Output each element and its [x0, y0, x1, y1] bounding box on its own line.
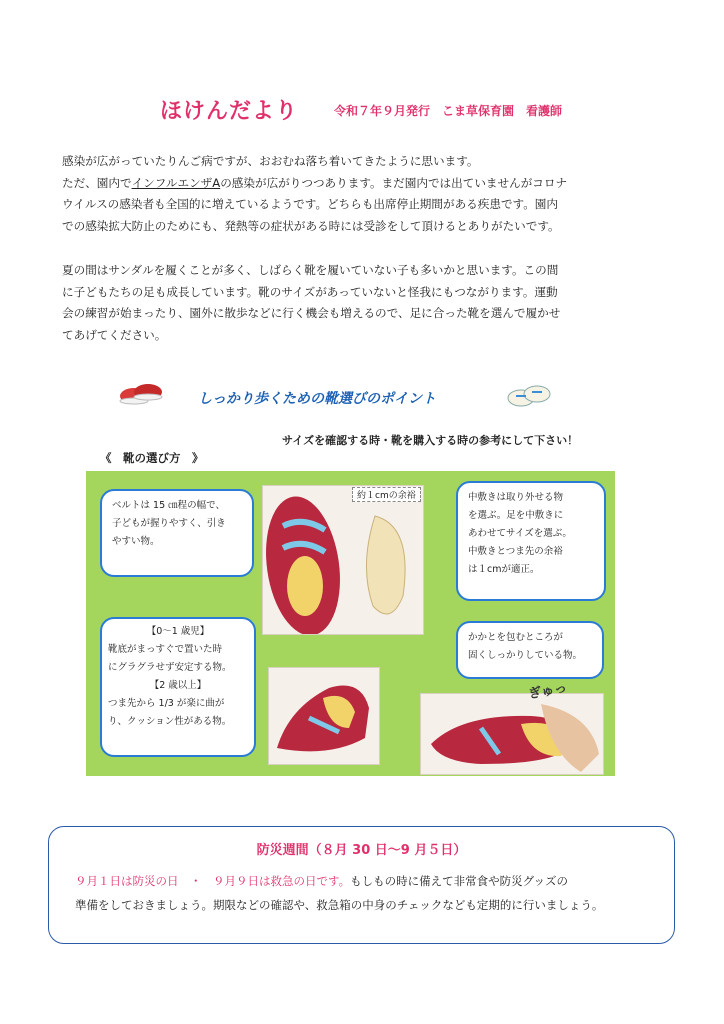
bubble-heel — [456, 621, 604, 679]
bubble-age-line: にグラグラせず安定する物。 — [108, 662, 232, 673]
bubble-age — [100, 617, 256, 757]
summer-line-2: に子どもたちの足も成長しています。靴のサイズがあっていないと怪我にもつながります。運動 — [62, 284, 558, 299]
intro-line-4: での感染拡大防止のためにも、発熱等の症状がある時には受診をして頂けるとありがたいです。 — [62, 218, 560, 233]
bubble-belt-line: 子どもが握りやすく、引き — [112, 518, 226, 529]
shoes-selection-label: 《 靴の選び方 》 — [100, 451, 204, 465]
intro-line-2-pre: ただ、園内で — [62, 175, 132, 190]
bubble-age-line: 靴底がまっすぐで置いた時 — [108, 644, 223, 655]
shoe-photo-bend — [268, 667, 380, 765]
gyu-sound-label: ぎゅっ — [527, 680, 569, 703]
shoes-section-subtitle: サイズを確認する時・靴を購入する時の参考にして下さい！ — [282, 434, 579, 447]
intro-paragraph — [62, 151, 682, 237]
page-subtitle: 令和７年９月発行 こま草保育園 看護師 — [334, 104, 563, 118]
shoes-section-title: しっかり歩くための靴選びのポイント — [198, 391, 436, 407]
disaster-dates-text: ９月１日は防災の日 ・ ９月９日は救急の日です。 — [75, 874, 351, 888]
page-title: ほけんだより — [160, 99, 299, 124]
summer-line-3: 会の練習が始まったり、園外に散歩などに行く機会も増えるので、足に合った靴を選んで履かせ — [62, 306, 561, 320]
intro-line-2-post: の感染が広がりつつあります。まだ園内では出ていませんがコロナ — [220, 175, 568, 190]
disaster-line-2: 準備をしておきましょう。期限などの確認や、救急箱の中身のチェックなども定期的に行いましょう。 — [75, 898, 604, 912]
bubble-age-line: 【0～1 歳児】 — [146, 626, 210, 637]
shoe-photo-heel — [420, 693, 604, 775]
bubble-insole-line: 中敷きとつま先の余裕 — [468, 546, 563, 557]
disaster-week-box — [48, 826, 675, 944]
summer-line-1: 夏の間はサンダルを履くことが多く、しばらく靴を履いていない子も多いかと思います。この間 — [62, 263, 559, 277]
bubble-insole-line: あわせてサイズを選ぶ。 — [468, 528, 572, 539]
intro-line-1: 感染が広がっていたりんご病ですが、おおむね落ち着いてきたように思います。 — [62, 154, 479, 168]
bubble-insole — [456, 481, 606, 601]
white-shoes-icon — [506, 378, 552, 410]
bubble-heel-line: 固くしっかりしている物。 — [468, 650, 583, 661]
summer-line-4: てあげてください。 — [62, 327, 167, 342]
intro-line-3: ウイルスの感染者も全国的に増えているようです。どちらも出席停止期間がある疾患です。園内 — [62, 197, 558, 211]
red-shoes-icon — [118, 374, 164, 406]
bubble-insole-line: は１cmが適正。 — [468, 564, 540, 575]
shoe-tips-panel — [86, 471, 615, 776]
toe-margin-note: 約１cmの余裕 — [352, 487, 421, 502]
disaster-line-1 — [75, 873, 568, 889]
influenza-text: インフルエンザA — [131, 175, 221, 190]
intro-line-2 — [62, 173, 682, 195]
disaster-line-1-rest: もしもの時に備えて非常食や防災グッズの — [350, 874, 569, 888]
shoe-photo-top — [262, 485, 424, 635]
bubble-belt-line: やすい物。 — [112, 536, 160, 547]
bubble-age-line: り、クッション性がある物。 — [108, 716, 232, 727]
bubble-age-line: 【2 歳以上】 — [149, 680, 207, 691]
summer-paragraph — [62, 260, 682, 346]
bubble-belt-line: ベルトは 15 ㎝程の幅で、 — [112, 500, 225, 511]
bubble-age-line: つま先から 1/3 が楽に曲が — [108, 698, 225, 709]
bubble-insole-line: を選ぶ。足を中敷きに — [468, 510, 564, 521]
bubble-insole-line: 中敷きは取り外せる物 — [468, 492, 564, 503]
bubble-heel-line: かかとを包むところが — [468, 632, 564, 643]
bubble-belt — [100, 489, 254, 577]
disaster-week-title: 防災週間（８月 30 日～9 月５日） — [256, 843, 467, 858]
